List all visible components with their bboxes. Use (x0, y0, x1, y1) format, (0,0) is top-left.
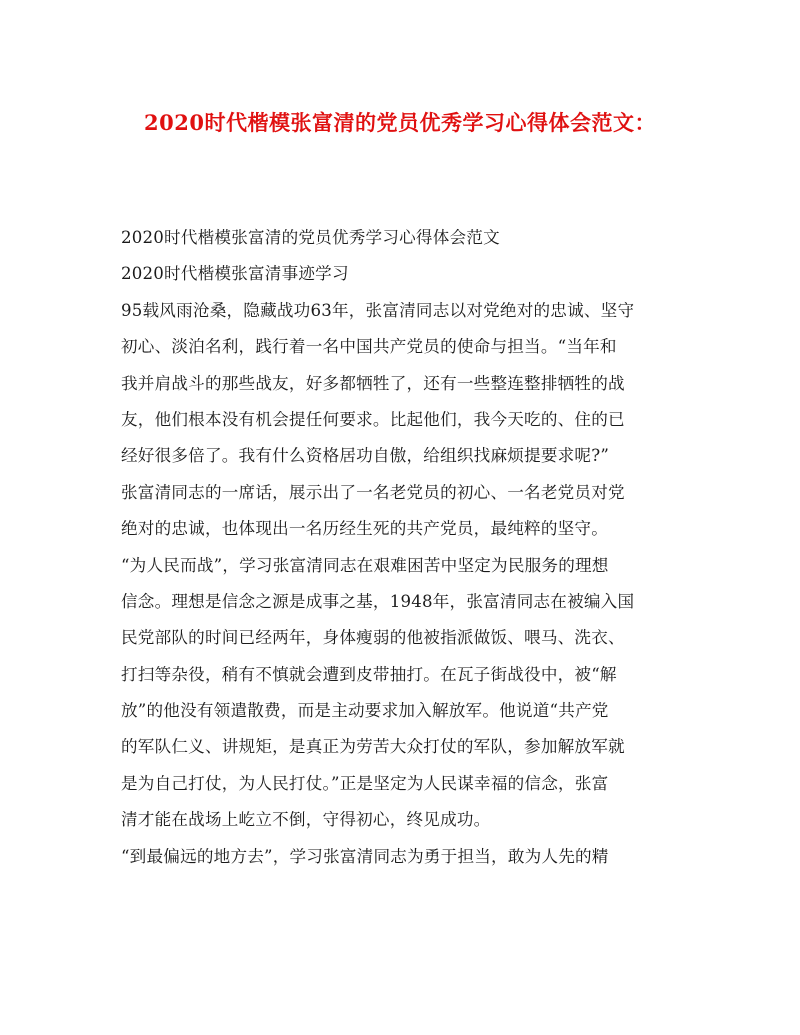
paragraph-line: “到最偏远的地方去”，学习张富清同志为勇于担当，敢为人先的精 (121, 846, 609, 866)
paragraph-line: 是为自己打仗，为人民打仗。”正是坚定为人民谋幸福的信念，张富 (121, 773, 609, 793)
paragraph-line: 95载风雨沧桑，隐藏战功63年，张富清同志以对党绝对的忠诚、坚守 (121, 300, 635, 320)
paragraph-line: 清才能在战场上屹立不倒，守得初心，终见成功。 (121, 810, 491, 830)
paragraph-line: 我并肩战斗的那些战友，好多都牺牲了，还有一些整连整排牺牲的战 (121, 373, 625, 393)
paragraph-line: 张富清同志的一席话，展示出了一名老党员的初心、一名老党员对党 (121, 482, 625, 502)
paragraph-line: 放”的他没有领遣散费，而是主动要求加入解放军。他说道“共产党 (121, 701, 609, 721)
paragraph-line: 经好很多倍了。我有什么资格居功自傲，给组织找麻烦提要求呢?” (121, 446, 610, 466)
document-title: 2020时代楷模张富清的党员优秀学习心得体会范文： (144, 110, 656, 135)
paragraph-line: “为人民而战”，学习张富清同志在艰难困苦中坚定为民服务的理想 (121, 555, 609, 575)
subtitle-line: 2020时代楷模张富清事迹学习 (121, 264, 349, 284)
paragraph-line: 打扫等杂役，稍有不慎就会遭到皮带抽打。在瓦子街战役中，被“解 (121, 664, 617, 684)
document-body (121, 220, 681, 875)
paragraph-line: 的军队仁义、讲规矩，是真正为劳苦大众打仗的军队，参加解放军就 (121, 737, 625, 757)
subtitle-line: 2020时代楷模张富清的党员优秀学习心得体会范文 (121, 228, 500, 247)
paragraph-line: 民党部队的时间已经两年，身体瘦弱的他被指派做饭、喂马、洗衣、 (121, 628, 625, 648)
paragraph-line: 友，他们根本没有机会提任何要求。比起他们，我今天吃的、住的已 (121, 409, 625, 429)
paragraph-line: 信念。理想是信念之源是成事之基，1948年，张富清同志在被编入国 (121, 591, 635, 611)
paragraph-line: 初心、淡泊名利，践行着一名中国共产党员的使命与担当。“当年和 (121, 337, 617, 357)
paragraph-line: 绝对的忠诚，也体现出一名历经生死的共产党员，最纯粹的坚守。 (121, 519, 609, 539)
